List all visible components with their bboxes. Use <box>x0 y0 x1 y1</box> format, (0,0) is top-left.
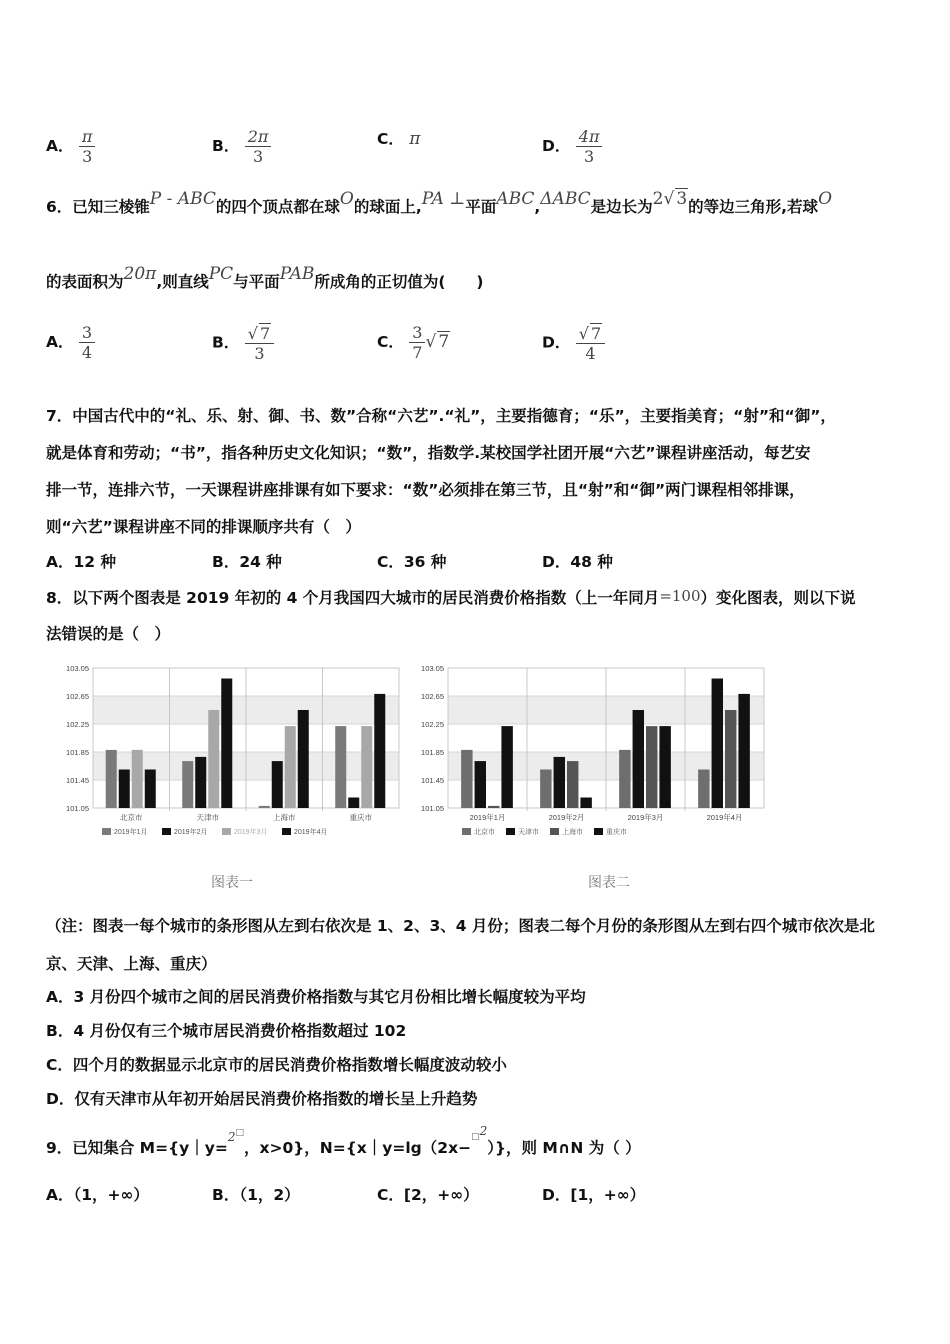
y-tick-label: 101.85 <box>421 748 444 757</box>
q7-line4: 则“六艺”课程讲座不同的排课顺序共有（ ） <box>46 518 361 536</box>
q5-d-fraction: $\frac{4\pi}{3}$ <box>576 127 603 166</box>
legend-swatch <box>506 828 515 835</box>
q7-line1: 7．中国古代中的“礼、乐、射、御、书、数”合称“六艺”.“礼”，主要指德育；“乐”，主要指美育；“射”和“御”， <box>46 407 836 425</box>
chart-two-svg <box>414 662 770 842</box>
y-tick-label: 101.45 <box>421 776 444 785</box>
q8-option-d[interactable]: D．仅有天津市从年初开始居民消费价格指数的增长呈上升趋势 <box>46 1090 478 1108</box>
q7-option-c[interactable]: C．36 种 <box>377 553 447 571</box>
legend-swatch <box>162 828 171 835</box>
legend-label: 北京市 <box>474 829 495 836</box>
legend-label: 2019年3月 <box>234 829 268 836</box>
q6-option-b[interactable]: B． $\frac{√ 7}{3}$ <box>212 323 274 363</box>
legend-label: 天津市 <box>518 829 539 836</box>
q7-line3: 排一节，连排六节，一天课程讲座排课有如下要求：“数”必须排在第三节，且“射”和“御”两门课程相邻排课， <box>46 481 805 499</box>
q6-line1: 6．已知三棱锥P - ABC的四个顶点都在球O的球面上,PA ⊥平面ABC,ΔABC是边长为2√ 3的等边三角形,若球O <box>46 189 832 216</box>
bar <box>698 770 709 809</box>
q7-option-d[interactable]: D．48 种 <box>542 553 613 571</box>
x-tick-label: 重庆市 <box>349 813 372 822</box>
y-tick-label: 101.05 <box>421 804 444 813</box>
bar <box>580 798 591 809</box>
q5-a-fraction: $\frac{\pi}{3}$ <box>79 127 96 166</box>
q6-option-a[interactable]: A． $\frac{3}{4}$ <box>46 323 95 362</box>
bar <box>272 761 283 808</box>
legend-label: 2019年1月 <box>114 829 148 836</box>
bar <box>633 710 644 808</box>
bar <box>132 750 143 808</box>
bar <box>738 694 749 808</box>
y-tick-label: 102.25 <box>66 720 89 729</box>
x-tick-label: 北京市 <box>120 813 143 822</box>
q9-option-a[interactable]: A．（1，+∞） <box>46 1186 149 1204</box>
bar <box>461 750 472 808</box>
legend-swatch <box>594 828 603 835</box>
y-tick-label: 101.05 <box>66 804 89 813</box>
q6-line2: 的表面积为20π,则直线PC与平面PAB所成角的正切值为( ) <box>46 264 484 291</box>
legend-swatch <box>102 828 111 835</box>
bar <box>540 770 551 809</box>
bar <box>567 761 578 808</box>
q8-line2: 法错误的是（ ） <box>46 625 171 643</box>
chart-two <box>414 662 770 842</box>
bar <box>208 710 219 808</box>
bar <box>335 726 346 808</box>
bar <box>554 757 565 808</box>
q9-option-c[interactable]: C．[2，+∞） <box>377 1186 479 1204</box>
y-tick-label: 102.65 <box>66 692 89 701</box>
q7-option-a[interactable]: A．12 种 <box>46 553 116 571</box>
y-tick-label: 102.25 <box>421 720 444 729</box>
bar <box>119 770 130 809</box>
q5-option-a[interactable]: A． $\frac{\pi}{3}$ <box>46 127 95 166</box>
chart-two-caption: 图表二 <box>588 875 630 891</box>
bar <box>195 757 206 808</box>
bar <box>725 710 736 808</box>
q6-option-c[interactable]: C． $\frac{3}{7}$ √ 7 <box>377 323 450 362</box>
legend-swatch <box>222 828 231 835</box>
x-tick-label: 2019年3月 <box>627 813 664 822</box>
bar <box>298 710 309 808</box>
chart-one-caption: 图表一 <box>211 875 253 891</box>
legend-swatch <box>282 828 291 835</box>
legend-label: 重庆市 <box>606 829 627 836</box>
bar <box>488 806 499 808</box>
chart-one <box>55 662 405 842</box>
bar <box>475 761 486 808</box>
q5-option-d[interactable]: D． $\frac{4\pi}{3}$ <box>542 127 602 166</box>
legend-swatch <box>462 828 471 835</box>
bar <box>646 726 657 808</box>
bar <box>659 726 670 808</box>
bar <box>259 806 270 808</box>
q8-option-b[interactable]: B．4 月份仅有三个城市居民消费价格指数超过 102 <box>46 1022 407 1040</box>
bar <box>501 726 512 808</box>
bar <box>106 750 117 808</box>
q7-option-b[interactable]: B．24 种 <box>212 553 282 571</box>
q8-note-line1: （注：图表一每个城市的条形图从左到右依次是 1、2、3、4 月份；图表二每个月份的条形图从左到右四个城市依次是北 <box>46 917 875 935</box>
bar <box>145 770 156 809</box>
bar <box>619 750 630 808</box>
chart-one-svg <box>55 662 405 842</box>
q7-line2: 就是体育和劳动；“书”，指各种历史文化知识；“数”，指数学.某校国学社团开展“六艺”课程讲座活动，每艺安 <box>46 444 811 462</box>
x-tick-label: 2019年4月 <box>706 813 743 822</box>
x-tick-label: 天津市 <box>196 813 219 822</box>
bar <box>182 761 193 808</box>
legend-label: 上海市 <box>562 829 583 836</box>
q5-option-b[interactable]: B． $\frac{2\pi}{3}$ <box>212 127 271 166</box>
x-tick-label: 2019年2月 <box>548 813 585 822</box>
y-tick-label: 101.45 <box>66 776 89 785</box>
y-tick-label: 103.05 <box>66 664 89 673</box>
bar <box>348 798 359 809</box>
q8-line1: 8．以下两个图表是 2019 年初的 4 个月我国四大城市的居民消费价格指数（上一年同月=100）变化图表，则以下说 <box>46 587 856 607</box>
q8-option-a[interactable]: A．3 月份四个城市之间的居民消费价格指数与其它月份相比增长幅度较为平均 <box>46 988 586 1006</box>
q5-b-fraction: $\frac{2\pi}{3}$ <box>245 127 272 166</box>
y-tick-label: 103.05 <box>421 664 444 673</box>
q9-stem: 9．已知集合 M={y｜y=$^{2□}$，x>0}，N={x｜y=lg（2x−$^{□2}$）}，则 M∩N 为（ ） <box>46 1124 641 1157</box>
q8-note-line2: 京、天津、上海、重庆） <box>46 955 217 973</box>
legend-label: 2019年2月 <box>174 829 208 836</box>
y-tick-label: 101.85 <box>66 748 89 757</box>
x-tick-label: 上海市 <box>273 813 296 822</box>
bar <box>374 694 385 808</box>
legend-label: 2019年4月 <box>294 829 328 836</box>
bar <box>285 726 296 808</box>
q5-option-c[interactable]: C． π <box>377 129 421 149</box>
q9-option-d[interactable]: D．[1，+∞） <box>542 1186 646 1204</box>
q8-option-c[interactable]: C．四个月的数据显示北京市的居民消费价格指数增长幅度波动较小 <box>46 1056 507 1074</box>
bar <box>221 679 232 809</box>
x-tick-label: 2019年1月 <box>469 813 506 822</box>
bar <box>712 679 723 809</box>
q9-option-b[interactable]: B．（1，2） <box>212 1186 300 1204</box>
bar <box>361 726 372 808</box>
q6-option-d[interactable]: D． $\frac{√ 7}{4}$ <box>542 323 605 363</box>
legend-swatch <box>550 828 559 835</box>
y-tick-label: 102.65 <box>421 692 444 701</box>
